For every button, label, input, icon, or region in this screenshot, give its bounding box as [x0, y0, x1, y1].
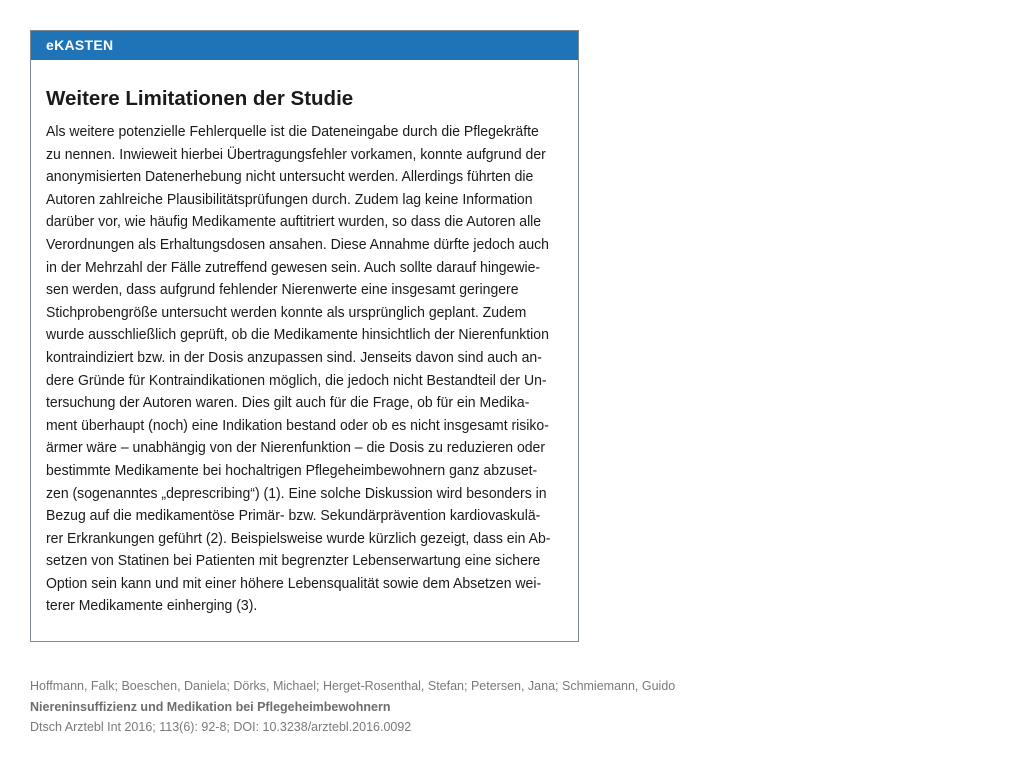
body-line: Autoren zahlreiche Plausibilitätsprüfungen durch. Zudem lag keine Information [46, 191, 533, 208]
body-line: in der Mehrzahl der Fälle zutreffend gewesen sein. Auch sollte darauf hingewie- [46, 259, 541, 276]
citation-source: Dtsch Arztebl Int 2016; 113(6): 92-8; DOI: 10.3238/arztebl.2016.0092 [30, 720, 412, 734]
body-line: anonymisierten Datenerhebung nicht untersucht werden. Allerdings führten die [46, 169, 534, 186]
box-title: Weitere Limitationen der Studie [46, 87, 354, 110]
ekasten-box [30, 30, 579, 642]
body-line: wurde ausschließlich geprüft, ob die Medikamente hinsichtlich der Nierenfunktion [46, 327, 549, 344]
box-body-text [46, 121, 552, 618]
body-line: dere Gründe für Kontraindikationen möglich, die jedoch nicht Bestandteil der Un- [46, 372, 547, 389]
body-line: Option sein kann und mit einer höhere Lebensqualität sowie dem Absetzen wei- [46, 575, 542, 592]
body-line: Als weitere potenzielle Fehlerquelle ist die Dateneingabe durch die Pflegekräfte [46, 124, 539, 140]
body-line: ärmer wäre – unabhängig von der Nierenfunktion – die Dosis zu reduzieren oder [46, 440, 546, 457]
body-line: rer Erkrankungen geführt (2). Beispielsweise wurde kürzlich gezeigt, dass ein Ab- [46, 530, 551, 547]
body-line: Bezug auf die medikamentöse Primär- bzw. Sekundärprävention kardiovaskulä- [46, 508, 541, 525]
body-line: Stichprobengröße untersucht werden konnte als ursprünglich geplant. Zudem [46, 304, 527, 321]
body-line: terer Medikamente einherging (3). [46, 598, 258, 615]
body-line: setzen von Statinen bei Patienten mit begrenzter Lebenserwartung eine sichere [46, 553, 541, 570]
body-line: sen werden, dass aufgrund fehlender Nierenwerte eine insgesamt geringere [46, 282, 519, 299]
citation-title: Niereninsuffizienz und Medikation bei Pflegeheimbewohnern [30, 699, 391, 714]
body-line: kontraindiziert bzw. in der Dosis anzupassen sind. Jenseits davon sind auch an- [46, 349, 542, 366]
body-line: Verordnungen als Erhaltungsdosen ansahen. Diese Annahme dürfte jedoch auch [46, 236, 549, 253]
body-line: ment überhaupt (noch) eine Indikation bestand oder ob es nicht insgesamt risiko- [46, 417, 549, 434]
body-line: zen (sogenanntes „deprescribing“) (1). Eine solche Diskussion wird besonders in [46, 485, 547, 502]
citation-block [30, 676, 675, 738]
body-line: darüber vor, wie häufig Medikamente auftitriert wurden, so dass die Autoren alle [46, 214, 542, 231]
body-line: bestimmte Medikamente bei hochaltrigen Pflegeheimbewohnern ganz abzuset- [46, 462, 538, 479]
citation-authors: Hoffmann, Falk; Boeschen, Daniela; Dörks, Michael; Herget-Rosenthal, Stefan; Petersen, Jana; Schmiemann, Guido [30, 679, 676, 693]
body-line: tersuchung der Autoren waren. Dies gilt auch für die Frage, ob für ein Medika- [46, 395, 530, 412]
body-line: zu nennen. Inwieweit hierbei Übertragungsfehler vorkamen, konnte aufgrund der [46, 146, 546, 163]
ekasten-header-label: eKASTEN [31, 31, 578, 60]
